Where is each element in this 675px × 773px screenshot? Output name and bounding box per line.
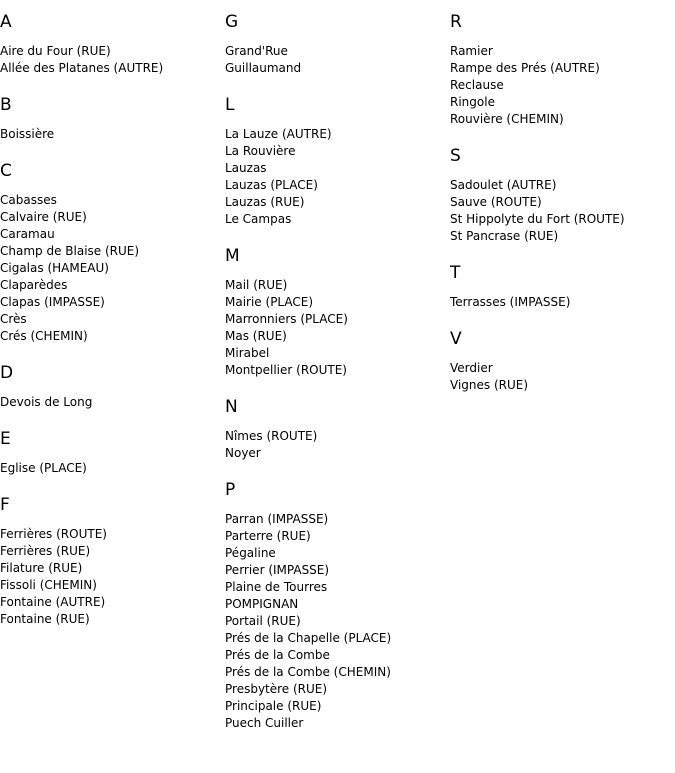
street-item: Lauzas (PLACE) — [225, 178, 318, 192]
letter-heading: T — [450, 263, 461, 283]
letter-group — [0, 9, 225, 77]
letter-heading: A — [0, 12, 12, 32]
street-list — [450, 360, 675, 394]
street-item: Parran (IMPASSE) — [225, 512, 329, 526]
street-item: Perrier (IMPASSE) — [225, 563, 330, 577]
letter-heading: P — [225, 480, 236, 500]
street-item: Cabasses — [0, 193, 57, 207]
street-list — [0, 460, 225, 477]
letter-heading: M — [225, 246, 240, 266]
street-item: Le Campas — [225, 212, 292, 226]
street-item: Prés de la Combe (CHEMIN) — [225, 665, 391, 679]
street-item: Caramau — [0, 227, 55, 241]
street-item: Fontaine (AUTRE) — [0, 595, 106, 609]
street-list — [0, 43, 225, 77]
street-item: Crés (CHEMIN) — [0, 329, 88, 343]
street-item: Prés de la Chapelle (PLACE) — [225, 631, 392, 645]
street-item: Reclause — [450, 78, 504, 92]
letter-heading: G — [225, 12, 239, 32]
street-item: Nîmes (ROUTE) — [225, 429, 318, 443]
street-item: Lauzas — [225, 161, 267, 175]
street-list — [225, 428, 450, 462]
street-item: Champ de Blaise (RUE) — [0, 244, 140, 258]
index-column — [450, 9, 675, 409]
street-item: Devois de Long — [0, 395, 93, 409]
street-item: Cigalas (HAMEAU) — [0, 261, 109, 275]
street-item: Mail (RUE) — [225, 278, 288, 292]
letter-group — [0, 158, 225, 345]
street-item: Verdier — [450, 361, 493, 375]
street-item: Marronniers (PLACE) — [225, 312, 348, 326]
street-item: St Pancrase (RUE) — [450, 229, 559, 243]
street-list — [450, 294, 675, 311]
letter-heading: S — [450, 146, 461, 166]
street-item: Rampe des Prés (AUTRE) — [450, 61, 600, 75]
street-list — [0, 526, 225, 628]
letter-group — [450, 326, 675, 394]
street-item: St Hippolyte du Fort (ROUTE) — [450, 212, 625, 226]
street-item: Lauzas (RUE) — [225, 195, 305, 209]
street-item: Vignes (RUE) — [450, 378, 529, 392]
street-item: Ringole — [450, 95, 495, 109]
letter-heading: L — [225, 95, 235, 115]
letter-group — [450, 143, 675, 245]
index-column — [225, 9, 450, 747]
letter-group — [225, 9, 450, 77]
street-item: Puech Cuiller — [225, 716, 304, 730]
street-item: La Lauze (AUTRE) — [225, 127, 332, 141]
letter-heading: C — [0, 161, 12, 181]
street-item: Ferrières (ROUTE) — [0, 527, 107, 541]
street-item: Boissière — [0, 127, 55, 141]
street-item: Crès — [0, 312, 27, 326]
street-list — [0, 192, 225, 345]
letter-heading: E — [0, 429, 11, 449]
letter-group — [225, 243, 450, 379]
letter-heading: V — [450, 329, 462, 349]
street-item: Parterre (RUE) — [225, 529, 311, 543]
street-list — [225, 511, 450, 732]
street-item: Plaine de Tourres — [225, 580, 328, 594]
street-list — [0, 394, 225, 411]
street-list — [0, 126, 225, 143]
street-list — [225, 126, 450, 228]
street-item: Pégaline — [225, 546, 276, 560]
street-item: Principale (RUE) — [225, 699, 322, 713]
letter-group — [225, 477, 450, 732]
street-list — [450, 177, 675, 245]
index-column — [0, 9, 225, 643]
street-item: Calvaire (RUE) — [0, 210, 87, 224]
street-item: Rouvière (CHEMIN) — [450, 112, 564, 126]
street-item: Fontaine (RUE) — [0, 612, 90, 626]
street-item: Filature (RUE) — [0, 561, 83, 575]
street-list — [225, 277, 450, 379]
letter-group — [225, 92, 450, 228]
street-item: POMPIGNAN — [225, 597, 299, 611]
street-item: Grand'Rue — [225, 44, 288, 58]
letter-heading: B — [0, 95, 12, 115]
letter-heading: R — [450, 12, 462, 32]
street-index — [0, 9, 675, 773]
street-item: Guillaumand — [225, 61, 302, 75]
street-item: Montpellier (ROUTE) — [225, 363, 347, 377]
street-item: Fissoli (CHEMIN) — [0, 578, 97, 592]
street-item: Claparèdes — [0, 278, 68, 292]
letter-group — [0, 360, 225, 411]
letter-heading: D — [0, 363, 14, 383]
street-item: Portail (RUE) — [225, 614, 301, 628]
street-item: Allée des Platanes (AUTRE) — [0, 61, 164, 75]
street-item: Terrasses (IMPASSE) — [450, 295, 571, 309]
street-item: Mas (RUE) — [225, 329, 287, 343]
street-item: Clapas (IMPASSE) — [0, 295, 105, 309]
letter-heading: F — [0, 495, 10, 515]
letter-group — [225, 394, 450, 462]
street-item: Aire du Four (RUE) — [0, 44, 111, 58]
street-item: Ferrières (RUE) — [0, 544, 91, 558]
street-item: Presbytère (RUE) — [225, 682, 328, 696]
street-item: Noyer — [225, 446, 261, 460]
street-list — [450, 43, 675, 128]
letter-group — [0, 92, 225, 143]
street-item: Sauve (ROUTE) — [450, 195, 542, 209]
letter-group — [0, 426, 225, 477]
letter-group — [0, 492, 225, 628]
letter-heading: N — [225, 397, 238, 417]
street-item: Ramier — [450, 44, 493, 58]
street-item: Sadoulet (AUTRE) — [450, 178, 557, 192]
letter-group — [450, 9, 675, 128]
street-item: La Rouvière — [225, 144, 296, 158]
letter-group — [450, 260, 675, 311]
street-item: Eglise (PLACE) — [0, 461, 87, 475]
street-list — [225, 43, 450, 77]
street-item: Mirabel — [225, 346, 270, 360]
street-item: Prés de la Combe — [225, 648, 330, 662]
street-item: Mairie (PLACE) — [225, 295, 314, 309]
